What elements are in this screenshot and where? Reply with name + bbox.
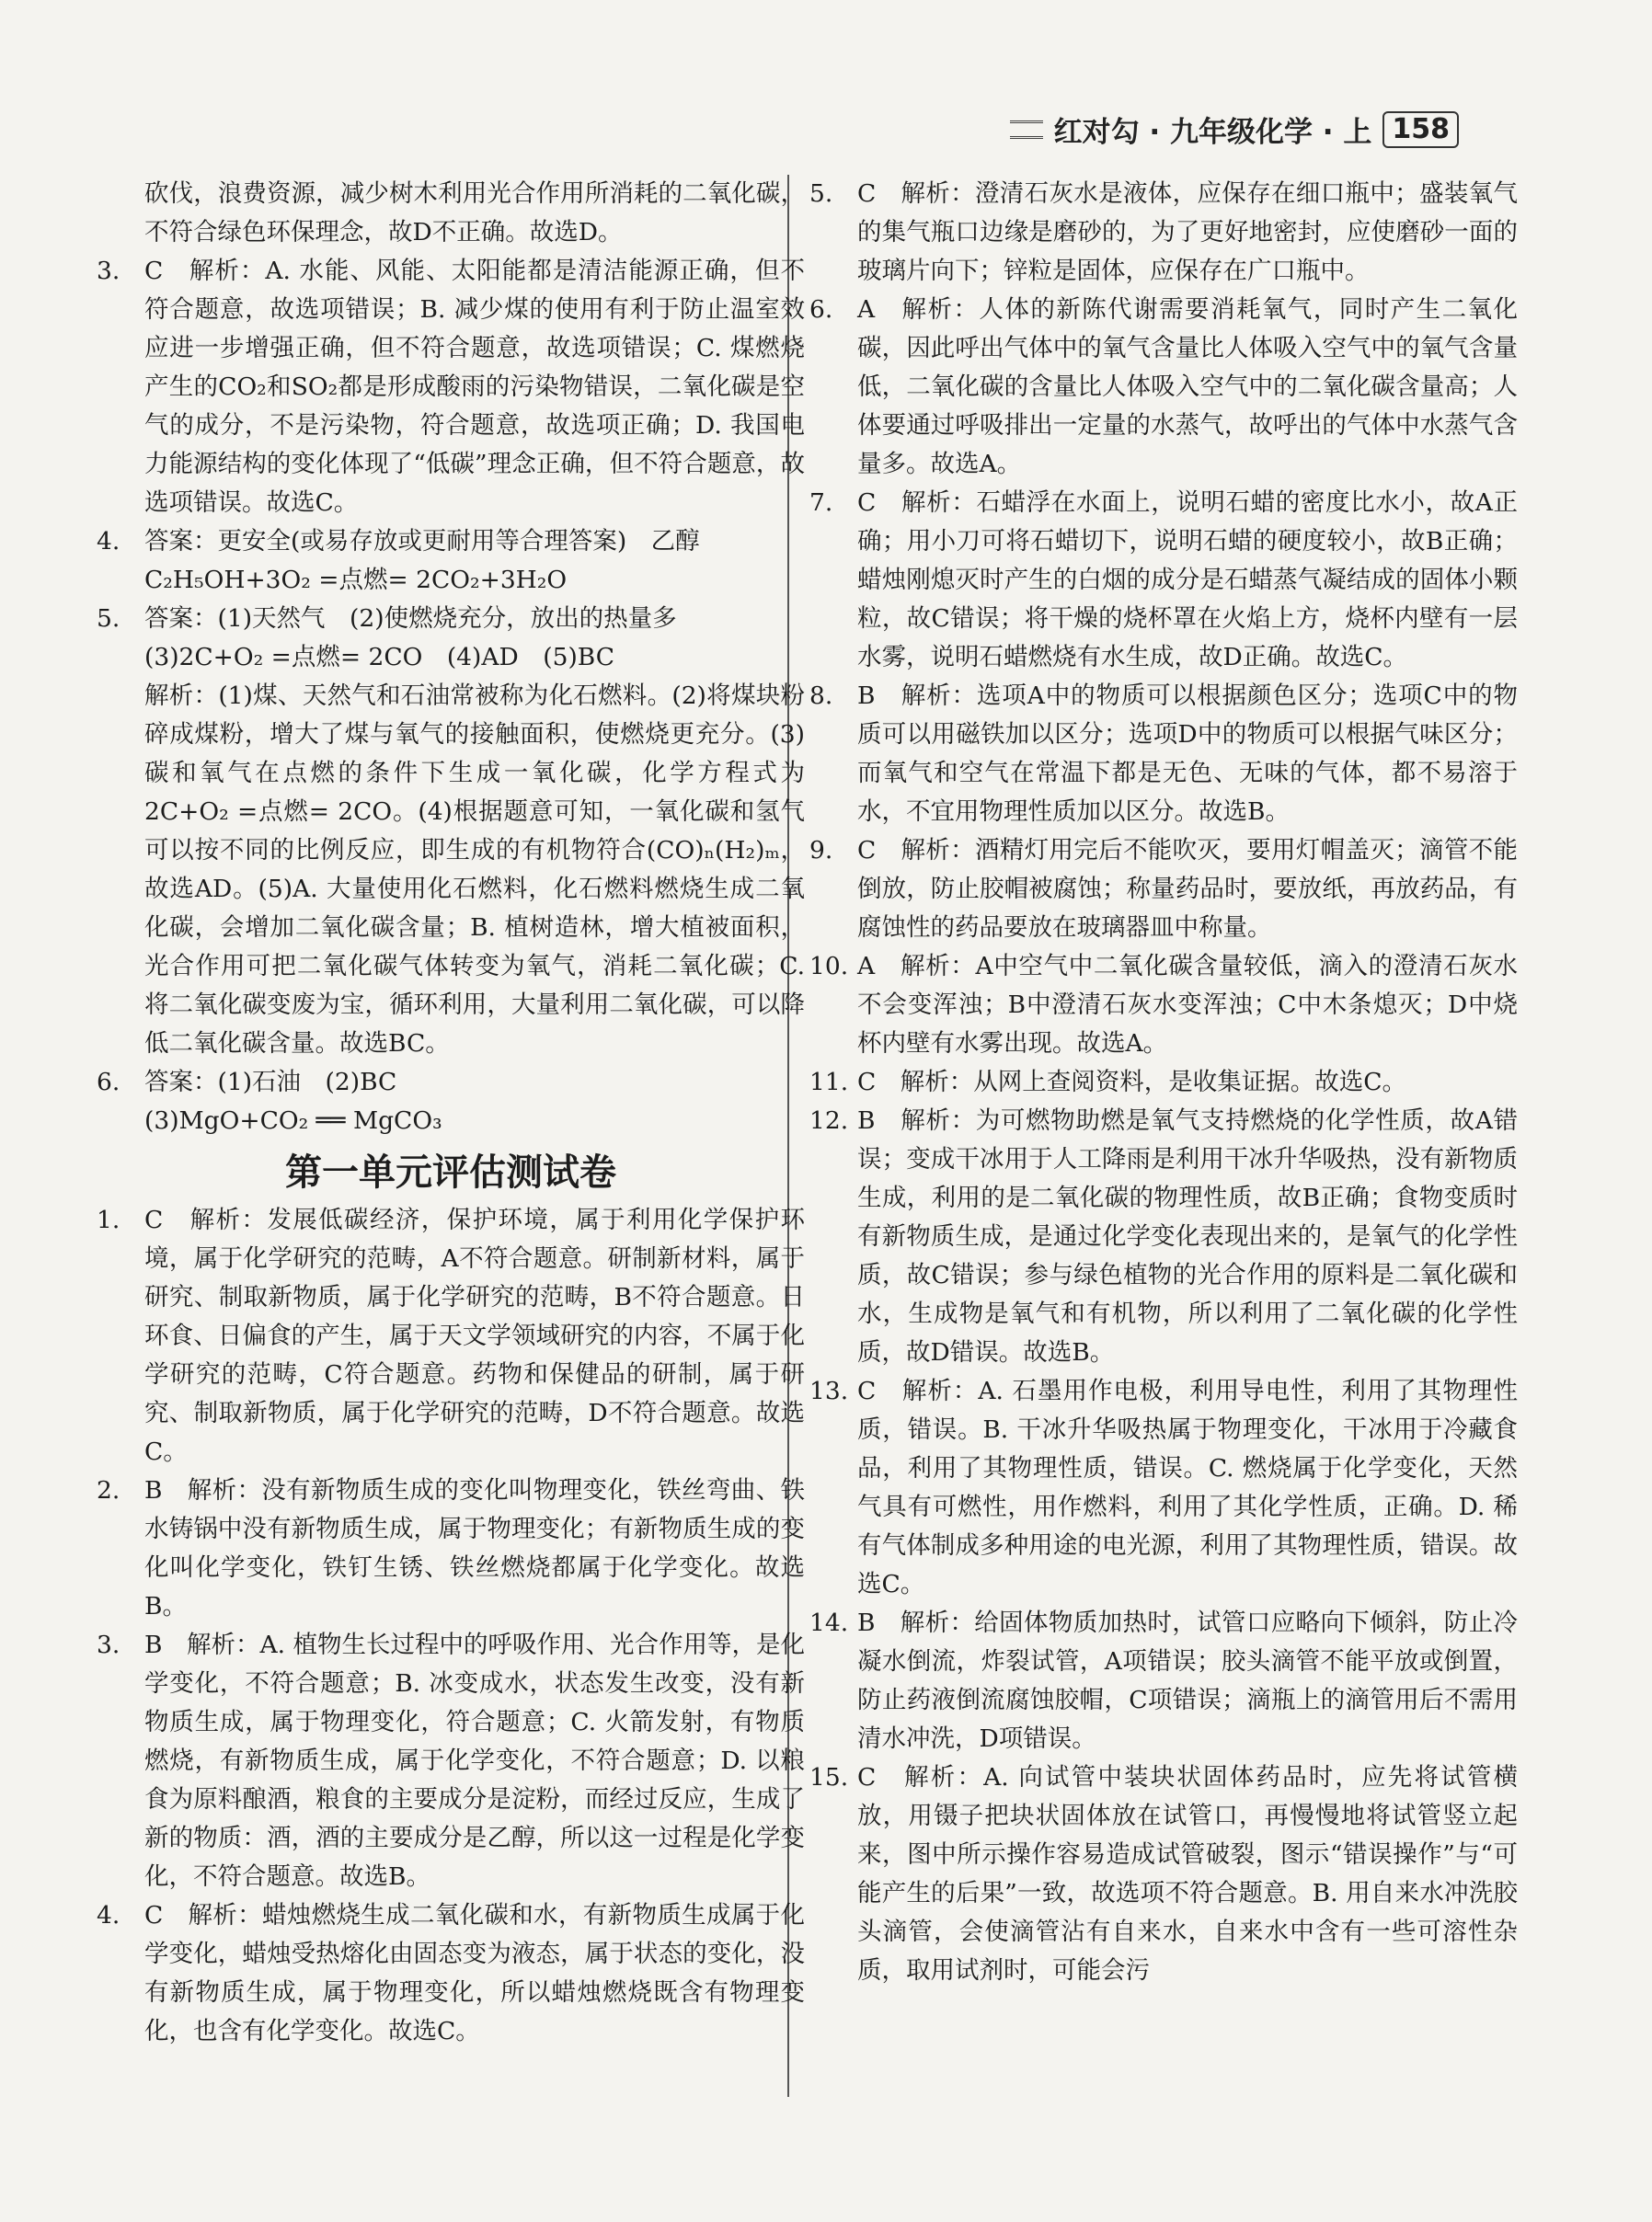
answer-item: 10. A 解析：A中空气中二氧化碳含量较低，滴入的澄清石灰水不会变浑浊；B中澄清石灰水变浑浊；C中木条熄灭；D中烧杯内壁有水雾出现。故选A。 [809, 952, 1518, 1058]
answer-item: 6. A 解析：人体的新陈代谢需要消耗氧气，同时产生二氧化碳，因此呼出气体中的氧气含量比人体吸入空气中的氧气含量低，二氧化碳的含量比人体吸入空气中的二氧化碳含量高；人体要通过呼吸排出一定量的水蒸气，故呼出的气体中水蒸气含量多。故选A。 [809, 295, 1518, 478]
answer-item: 11. C 解析：从网上查阅资料，是收集证据。故选C。 [809, 1068, 1407, 1096]
answer-item: 12. B 解析：为可燃物助燃是氧气支持燃烧的化学性质，故A错误；变成干冰用于人工降雨是利用干冰升华吸热，没有新物质生成，利用的是二氧化碳的物理性质，故B正确；食物变质时有新物质生成，是通过化学变化表现出来的，是氧气的化学性质，故C错误；参与绿色植物的光合作用的原料是二氧化碳和水，生成物是氧气和有机物，所以利用了二氧化碳的化学性质，故D错误。故选B。 [809, 1106, 1518, 1367]
continued-text: 砍伐，浪费资源，减少树木利用光合作用所消耗的二氧化碳，不符合绿色环保理念，故D不正确。故选D。 [144, 179, 805, 246]
answer-item: 7. C 解析：石蜡浮在水面上，说明石蜡的密度比水小，故A正确；用小刀可将石蜡切下，说明石蜡的硬度较小，故B正确；蜡烛刚熄灭时产生的白烟的成分是石蜡蒸气凝结成的固体小颗粒，故C错误；将干燥的烧杯罩在火焰上方，烧杯内壁有一层水雾，说明石蜡燃烧有水生成，故D正确。故选C。 [809, 488, 1518, 671]
answer-item: 4. 答案：更安全(或易存放或更耐用等合理答案) 乙醇 C₂H₅OH+3O₂ =点燃= 2CO₂+3H₂O [97, 522, 805, 600]
answer-line: (3)2C+O₂ =点燃= 2CO (4)AD (5)BC [144, 643, 615, 671]
analysis-text: 解析：(1)煤、天然气和石油常被称为化石燃料。(2)将煤块粉碎成煤粉，增大了煤与氧气的接触面积，使燃烧更充分。(3)碳和氧气在点燃的条件下生成一氧化碳，化学方程式为2C+O₂ =点燃= 2CO。(4)根据题意可知，一氧化碳和氢气可以按不同的比例反应，即生成的有机物符合(CO)ₙ(H₂)ₘ，故选AD。(5)A. 大量使用化石燃料，化石燃料燃烧生成二氧化碳，会增加二氧化碳含量；B. 植树造林，增大植被面积，光合作用可把二氧化碳气体转变为氧气，消耗二氧化碳；C. 将二氧化碳变废为宝，循环利用，大量利用二氧化碳，可以降低二氧化碳含量。故选BC。 [144, 681, 805, 1058]
answer-item: 3. B 解析：A. 植物生长过程中的呼吸作用、光合作用等，是化学变化，不符合题意；B. 冰变成水，状态发生改变，没有新物质生成，属于物理变化，符合题意；C. 火箭发射，有物质燃烧，有新物质生成，属于化学变化，不符合题意；D. 以粮食为原料酿酒，粮食的主要成分是淀粉，而经过反应，生成了新的物质：酒，酒的主要成分是乙醇，所以这一过程是化学变化，不符合题意。故选B。 [97, 1631, 805, 1891]
answer-item: 8. B 解析：选项A中的物质可以根据颜色区分；选项C中的物质可以用磁铁加以区分；选项D中的物质可以根据气味区分；而氧气和空气在常温下都是无色、无味的气体，都不易溶于水，不宜用物理性质加以区分。故选B。 [809, 681, 1518, 826]
answer-item: 2. B 解析：没有新物质生成的变化叫物理变化，铁丝弯曲、铁水铸锅中没有新物质生成，属于物理变化；有新物质生成的变化叫化学变化，铁钉生锈、铁丝燃烧都属于化学变化。故选B。 [97, 1476, 805, 1621]
page-header [1010, 109, 1459, 150]
answer-item: 13. C 解析：A. 石墨用作电极，利用导电性，利用了其物理性质，错误。B. 干冰升华吸热属于物理变化，干冰用于冷藏食品，利用了其物理性质，错误。C. 燃烧属于化学变化，天然气具有可燃性，用作燃料，利用了其化学性质，正确。D. 稀有气体制成多种用途的电光源，利用了其物理性质，错误。故选C。 [809, 1377, 1518, 1598]
left-column [97, 175, 805, 2051]
answer-item: 14. B 解析：给固体物质加热时，试管口应略向下倾斜，防止冷凝水倒流，炸裂试管，A项错误；胶头滴管不能平放或倒置，防止药液倒流腐蚀胶帽，C项错误；滴瓶上的滴管用后不需用清水冲洗，D项错误。 [809, 1609, 1518, 1753]
answer-item: 5. C 解析：澄清石灰水是液体，应保存在细口瓶中；盛装氧气的集气瓶口边缘是磨砂的，为了更好地密封，应使磨砂一面的玻璃片向下；锌粒是固体，应保存在广口瓶中。 [809, 179, 1518, 285]
right-column [809, 175, 1518, 1990]
answer-item: 1. C 解析：发展低碳经济，保护环境，属于利用化学保护环境，属于化学研究的范畴，A不符合题意。研制新材料，属于研究、制取新物质，属于化学研究的范畴，B不符合题意。日环食、日偏食的产生，属于天文学领域研究的内容，不属于化学研究的范畴，C符合题意。药物和保健品的研制，属于研究、制取新物质，属于化学研究的范畴，D不符合题意。故选C。 [97, 1206, 805, 1466]
header-decoration-icon [1010, 120, 1043, 139]
answer-item: 6. 答案：(1)石油 (2)BC (3)MgO+CO₂ ══ MgCO₃ [97, 1063, 805, 1140]
answer-item: 9. C 解析：酒精灯用完后不能吹灭，要用灯帽盖灭；滴管不能倒放，防止胶帽被腐蚀；称量药品时，要放纸，再放药品，有腐蚀性的药品要放在玻璃器皿中称量。 [809, 836, 1518, 942]
answer-item: 4. C 解析：蜡烛燃烧生成二氧化碳和水，有新物质生成属于化学变化，蜡烛受热熔化由固态变为液态，属于状态的变化，没有新物质生成，属于物理变化，所以蜡烛燃烧既含有物理变化，也含有化学变化。故选C。 [97, 1901, 805, 2045]
chemical-equation: (3)MgO+CO₂ ══ MgCO₃ [144, 1106, 442, 1135]
answer-item: 15. C 解析：A. 向试管中装块状固体药品时，应先将试管横放，用镊子把块状固体放在试管口，再慢慢地将试管竖立起来，图中所示操作容易造成试管破裂，图示“错误操作”与“可能产生的后果”一致，故选项不符合题意。B. 用自来水冲洗胶头滴管，会使滴管沾有自来水，自来水中含有一些可溶性杂质，取用试剂时，可能会污 [809, 1763, 1518, 1985]
section-title: 第一单元评估测试卷 [285, 1151, 616, 1194]
answer-item: 3. C 解析：A. 水能、风能、太阳能都是清洁能源正确，但不符合题意，故选项错误；B. 减少煤的使用有利于防止温室效应进一步增强正确，但不符合题意，故选项错误；C. 煤燃烧产生的CO₂和SO₂都是形成酸雨的污染物错误，二氧化碳是空气的成分，不是污染物，符合题意，故选项正确；D. 我国电力能源结构的变化体现了“低碳”理念正确，但不符合题意，故选项错误。故选C。 [97, 257, 805, 517]
answer-item: 5. 答案：(1)天然气 (2)使燃烧充分，放出的热量多 (3)2C+O₂ =点燃= 2CO (4)AD (5)BC 解析：(1)煤、天然气和石油常被称为化石燃料。(2)将煤块粉碎成煤粉，增大了煤与氧气的接触面积，使燃烧更充分。(3)碳和氧气在点燃的条件下生成一氧化碳，化学方程式为2C+O₂ =点燃= 2CO。(4)根据题意可知，一氧化碳和氢气可以按不同的比例反应，即生成的有机物符合(CO)ₙ(H₂)ₘ，故选AD。(5)A. 大量使用化石燃料，化石燃料燃烧生成二氧化碳，会增加二氧化碳含量；B. 植树造林，增大植被面积，光合作用可把二氧化碳气体转变为氧气，消耗二氧化碳；C. 将二氧化碳变废为宝，循环利用，大量利用二氧化碳，可以降低二氧化碳含量。故选BC。 [97, 600, 805, 1063]
page-number: 158 [1382, 111, 1459, 148]
book-title: 红对勾 · 九年级化学 · 上 [1053, 116, 1372, 149]
chemical-equation: C₂H₅OH+3O₂ =点燃= 2CO₂+3H₂O [144, 566, 568, 594]
